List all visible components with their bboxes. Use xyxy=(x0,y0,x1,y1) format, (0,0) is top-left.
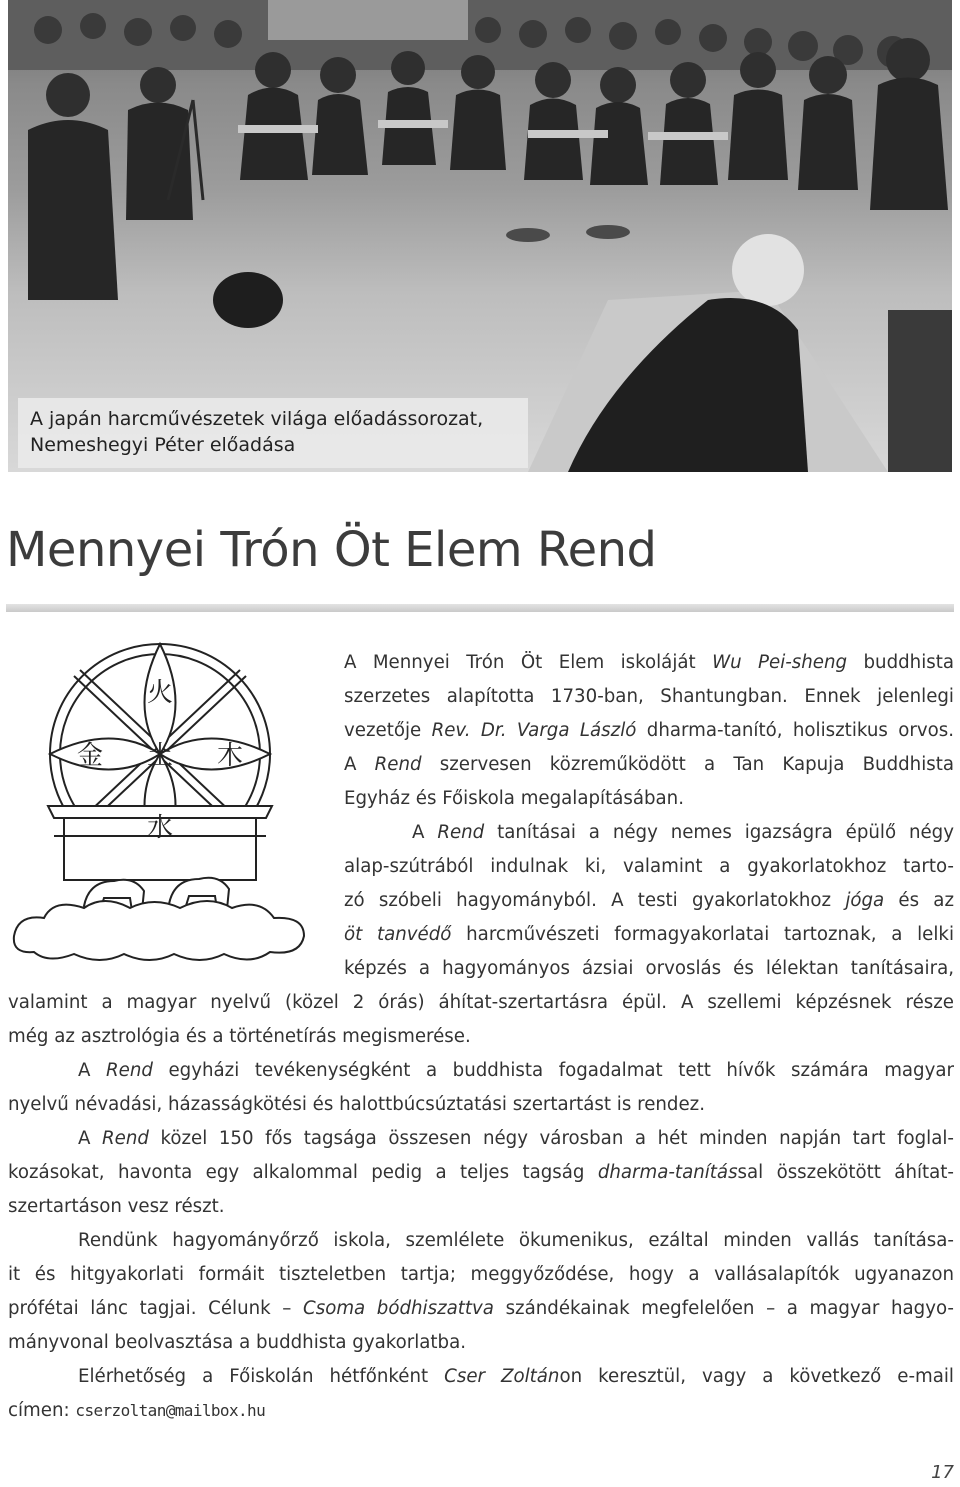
text-line: A Rend közel 150 fős tagsága összesen négy városban a hét minden napján tart foglal- xyxy=(78,1128,954,1149)
text-line: it és hitgyakorlati formáit tiszteletben tartja; meggyőződése, hogy a vallásalapítók ugyanazon xyxy=(8,1264,954,1285)
text-line: öt tanvédő harcművészeti formagyakorlatai tartoznak, a lelki xyxy=(344,924,955,945)
wood-char: 木 xyxy=(216,741,244,771)
caption-line-1: A japán harcművészetek világa előadássorozat, xyxy=(30,408,484,430)
text-line: alap-szútrából indulnak ki, valamint a gyakorlatokhoz tarto- xyxy=(344,856,954,877)
text-line: Egyház és Főiskola megalapításában. xyxy=(344,788,684,809)
text-line: nyelvű névadási, házasságkötési és halottbúcsúztatási szertartást is rendez. xyxy=(8,1094,705,1115)
metal-char: 金 xyxy=(76,741,104,771)
text-line: Rendünk hagyományőrző iskola, szemlélete ökumenikus, ezáltal minden vallás tanítása- xyxy=(78,1230,954,1251)
text-line: vezetője Rev. Dr. Varga László dharma-tanító, holisztikus orvos. xyxy=(344,720,954,741)
text-line: A Rend tanításai a négy nemes igazságra épülő négy xyxy=(412,822,954,843)
text-line: A Mennyei Trón Öt Elem iskoláját Wu Pei-sheng buddhista xyxy=(344,652,954,673)
caption-line-2: Nemeshegyi Péter előadása xyxy=(30,434,296,456)
water-char: 水 xyxy=(146,813,174,843)
earth-char: 土 xyxy=(146,741,174,771)
text-line: prófétai lánc tagjai. Célunk – Csoma bódhiszattva szándékainak megfelelően – a magyar hagyo- xyxy=(8,1298,954,1319)
photo-caption xyxy=(18,398,528,468)
text-line: szerzetes alapította 1730-ban, Shantungban. Ennek jelenlegi xyxy=(344,686,954,707)
text-line: mányvonal beolvasztása a buddhista gyakorlatba. xyxy=(8,1332,467,1353)
text-line: még az asztrológia és a történetírás megismerése. xyxy=(8,1026,471,1047)
text-line: A Rend szervesen közreműködött a Tan Kapuja Buddhista xyxy=(344,754,954,775)
text-line: valamint a magyar nyelvű (közel 2 órás) áhítat-szertartásra épül. A szellemi képzésnek része xyxy=(8,992,954,1013)
email-link[interactable]: cserzoltan@mailbox.hu xyxy=(75,1401,266,1420)
five-elements-emblem xyxy=(4,636,334,966)
text-line: címen: cserzoltan@mailbox.hu xyxy=(8,1400,266,1421)
page-number: 17 xyxy=(931,1462,954,1483)
text-line: Elérhetőség a Főiskolán hétfőnként Cser Zoltánon keresztül, vagy a következő e-mail xyxy=(78,1366,954,1387)
page-title: Mennyei Trón Öt Elem Rend xyxy=(6,522,657,578)
text-line: A Rend egyházi tevékenységként a buddhista fogadalmat tett hívők számára magyar xyxy=(78,1060,954,1081)
title-divider xyxy=(6,604,954,612)
text-line: zó szóbeli hagyományból. A testi gyakorlatokhoz jóga és az xyxy=(344,890,954,911)
fire-char: 火 xyxy=(146,678,174,708)
text-line: kozásokat, havonta egy alkalommal pedig a teljes tagság dharma-tanítással összekötött áhítat- xyxy=(8,1162,954,1183)
text-line: szertartáson vesz részt. xyxy=(8,1196,225,1217)
lecture-photo xyxy=(8,0,952,472)
text-line: képzés a hagyományos ázsiai orvoslás és lélektan tanításaira, xyxy=(344,958,954,979)
